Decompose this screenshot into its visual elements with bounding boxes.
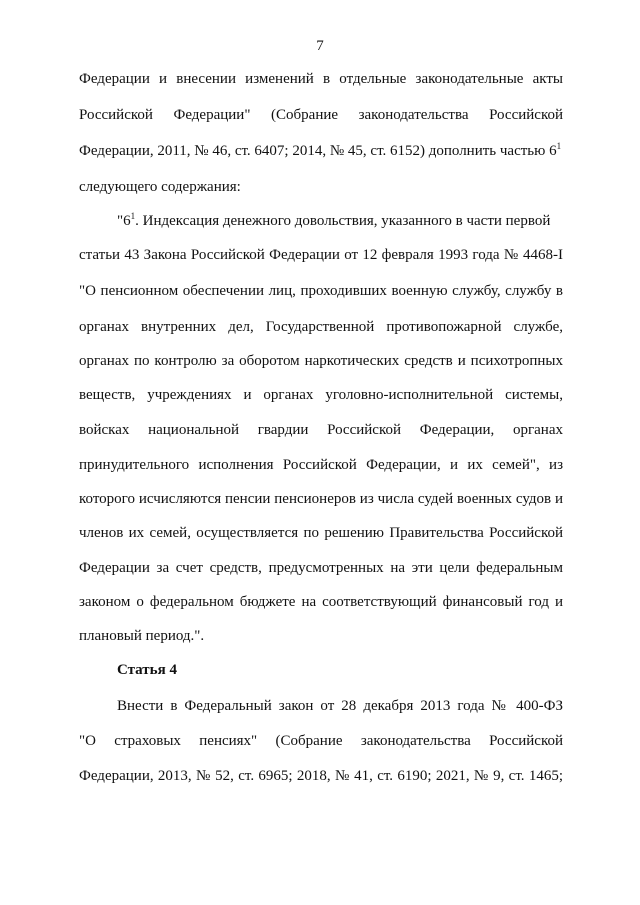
text-line: статьи 43 Закона Российской Федерации от 12 февраля 1993 года № 4468-I [79, 247, 563, 263]
text-line: органах по контролю за оборотом наркотических средств и психотропных [79, 353, 563, 369]
text-line: войсках национальной гвардии Российской Федерации, органах [79, 422, 563, 438]
text-line: законом о федеральном бюджете на соответствующий финансовый год и [79, 594, 563, 610]
text-line-content: . Индексация денежного довольствия, указанного в части первой [135, 213, 551, 229]
text-line: принудительного исполнения Российской Федерации, и их семей", из [79, 457, 563, 473]
page-number: 7 [316, 38, 324, 54]
text-line: Федерации, 2013, № 52, ст. 6965; 2018, № 41, ст. 6190; 2021, № 9, ст. 1465; [79, 768, 563, 784]
text-line [117, 212, 563, 230]
text-line: веществ, учреждениях и органах уголовно-исполнительной системы, [79, 387, 563, 403]
text-line: "О пенсионном обеспечении лиц, проходивших военную службу, службу в [79, 283, 563, 299]
text-line [79, 142, 563, 160]
text-line: органах внутренних дел, Государственной противопожарной службе, [79, 319, 563, 335]
text-line: Федерации и внесении изменений в отдельные законодательные акты [79, 71, 563, 87]
text-line-content: Федерации, 2011, № 46, ст. 6407; 2014, № 45, ст. 6152) дополнить частью 6 [79, 143, 557, 159]
text-line: Российской Федерации" (Собрание законодательства Российской [79, 107, 563, 123]
text-line: которого исчисляются пенсии пенсионеров из числа судей военных судов и [79, 491, 563, 507]
text-line: Внести в Федеральный закон от 28 декабря 2013 года № 400-ФЗ [117, 698, 563, 714]
text-line: членов их семей, осуществляется по решению Правительства Российской [79, 525, 563, 541]
text-line: "О страховых пенсиях" (Собрание законодательства Российской [79, 733, 563, 749]
superscript: 1 [556, 141, 562, 151]
superscript: 1 [130, 211, 136, 221]
article-heading: Статья 4 [117, 662, 177, 678]
text-line: плановый период.". [79, 628, 205, 644]
text-line: следующего содержания: [79, 179, 241, 195]
text-line: Федерации за счет средств, предусмотренных на эти цели федеральным [79, 560, 563, 576]
quote-start: "6 [117, 213, 131, 229]
